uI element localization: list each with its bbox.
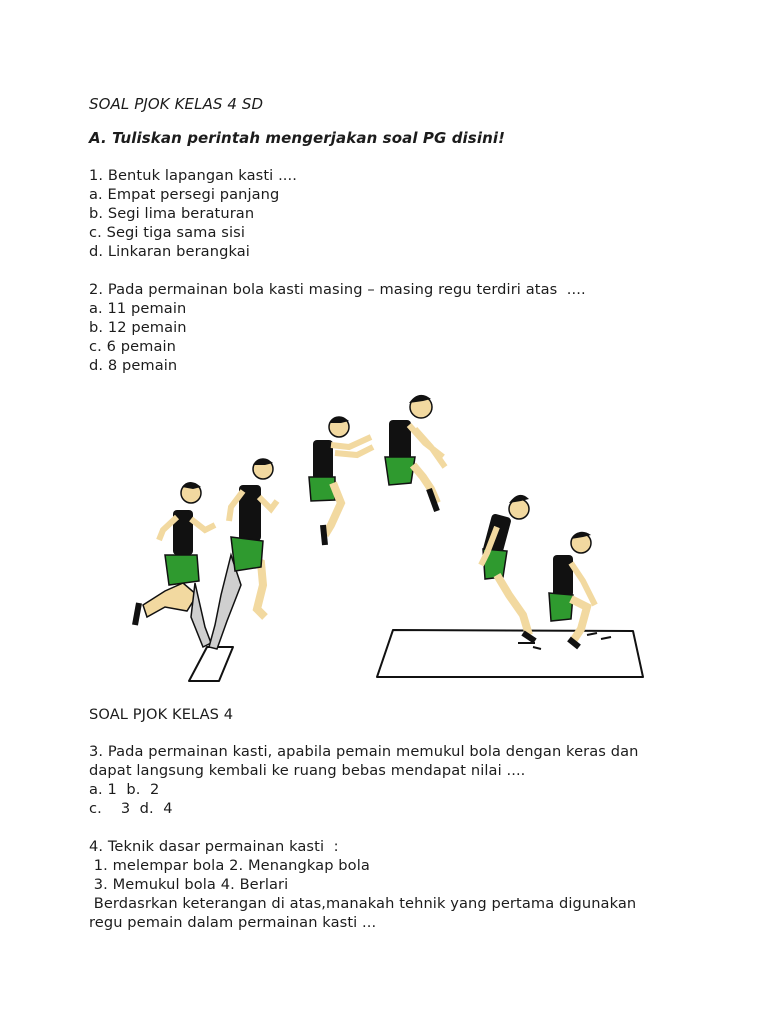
question-4-text-line-2: 1. melempar bola 2. Menangkap bola [89, 857, 370, 874]
question-3-options-cd: c. 3 d. 4 [89, 800, 173, 817]
question-1-option-c: c. Segi tiga sama sisi [89, 224, 245, 241]
question-4-text-line-5: regu pemain dalam permainan kasti ... [89, 914, 377, 931]
question-2-option-b: b. 12 pemain [89, 319, 187, 336]
question-2-option-c: c. 6 pemain [89, 338, 177, 355]
takeoff-board-icon [189, 647, 233, 681]
lander-figure-5 [481, 495, 541, 649]
question-1-text: 1. Bentuk lapangan kasti .... [89, 167, 298, 184]
jumper-figure-4 [385, 395, 445, 511]
question-1-option-d: d. Linkaran berangkai [89, 243, 250, 260]
question-1-option-a: a. Empat persegi panjang [89, 186, 280, 203]
question-2-option-a: a. 11 pemain [89, 300, 187, 317]
runner-figure-2 [209, 458, 277, 649]
document-title: SOAL PJOK KELAS 4 SD [89, 95, 264, 113]
question-4-text-line-1: 4. Teknik dasar permainan kasti : [89, 838, 339, 855]
question-4-text-line-3: 3. Memukul bola 4. Berlari [89, 876, 289, 893]
runner-figure-1 [135, 482, 215, 647]
question-1-option-b: b. Segi lima beraturan [89, 205, 255, 222]
jumper-figure-3 [309, 416, 373, 545]
instruction-heading: A. Tuliskan perintah mengerjakan soal PG disini! [89, 129, 506, 147]
question-2-text: 2. Pada permainan bola kasti masing – masing regu terdiri atas .... [89, 281, 586, 298]
long-jump-illustration [125, 385, 645, 685]
landing-pit-icon [377, 630, 643, 677]
question-3-text-line-1: 3. Pada permainan kasti, apabila pemain memukul bola dengan keras dan [89, 743, 639, 760]
question-3-text-line-2: dapat langsung kembali ke ruang bebas mendapat nilai .... [89, 762, 526, 779]
question-3-options-ab: a. 1 b. 2 [89, 781, 160, 798]
question-2-option-d: d. 8 pemain [89, 357, 178, 374]
section-heading-2: SOAL PJOK KELAS 4 [89, 706, 234, 723]
question-4-text-line-4: Berdasrkan keterangan di atas,manakah tehnik yang pertama digunakan [89, 895, 637, 912]
